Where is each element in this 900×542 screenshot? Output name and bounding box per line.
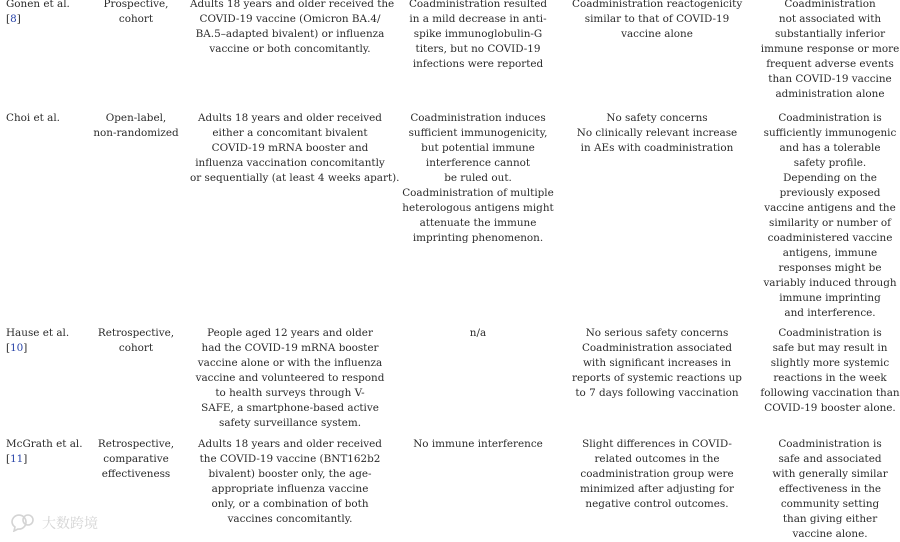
design-cell — [90, 326, 182, 356]
cell-line: Depending on the — [783, 172, 877, 184]
cell-line: COVID-19 mRNA booster and — [211, 142, 369, 154]
cell-line: to 7 days following vaccination — [575, 387, 739, 399]
cell-line: safety profile. — [793, 157, 867, 169]
cell-line: Prospective, — [103, 0, 169, 10]
cell-line: n/a — [469, 327, 487, 339]
cell-line: COVID-19 booster alone. — [764, 402, 896, 414]
population-cell — [190, 326, 390, 431]
cell-line: No safety concerns — [606, 112, 708, 124]
watermark-text: 大数跨境 — [42, 515, 98, 532]
cell-line: frequent adverse events — [766, 58, 894, 70]
cell-line: imprinting phenomenon. — [412, 232, 544, 244]
population-cell — [190, 437, 390, 527]
citation-line: [8] — [6, 13, 21, 25]
cell-line: than COVID-19 vaccine — [768, 73, 892, 85]
watermark-logo-icon — [8, 512, 38, 536]
cell-line: safe but may result in — [772, 342, 888, 354]
cell-line: or sequentially (at least 4 weeks apart). — [190, 172, 400, 184]
cell-line: appropriate influenza vaccine — [211, 483, 369, 495]
cell-line: Coadministration reactogenicity — [572, 0, 743, 10]
cell-line: only, or a combination of both — [211, 498, 369, 510]
cell-line: Adults 18 years and older received the — [190, 0, 395, 10]
design-cell — [90, 0, 182, 27]
cell-line: Retrospective, — [97, 327, 175, 339]
cell-line: vaccine and volunteered to respond — [195, 372, 385, 384]
cell-line: cohort — [118, 13, 154, 25]
cell-line: coadministration group were — [580, 468, 734, 480]
cell-line: People aged 12 years and older — [207, 327, 373, 339]
cell-line: and interference. — [784, 307, 876, 319]
cell-line: Choi et al. — [6, 112, 60, 124]
cell-line: Slight differences in COVID- — [582, 438, 732, 450]
conclusion-cell — [760, 437, 900, 542]
cell-line: Gonen et al. — [6, 0, 70, 10]
cell-line: effectiveness — [101, 468, 171, 480]
cell-line: Coadministration resulted — [408, 0, 548, 10]
safety-cell — [572, 326, 742, 401]
cell-line: interference cannot — [425, 157, 531, 169]
cell-line: Coadministration — [784, 0, 876, 10]
citation-link[interactable]: 10 — [10, 342, 24, 354]
cell-line: McGrath et al. — [6, 438, 83, 450]
cell-line: coadministered vaccine — [767, 232, 893, 244]
cell-line: reactions in the week — [773, 372, 887, 384]
citation-link[interactable]: 8 — [10, 13, 17, 25]
cell-line: spike immunoglobulin-G — [413, 28, 543, 40]
cell-line: Adults 18 years and older received — [198, 112, 382, 124]
cell-line: No immune interference — [413, 438, 543, 450]
cell-line: titers, but no COVID-19 — [415, 43, 541, 55]
cell-line: Open-label, — [105, 112, 167, 124]
cell-line: not associated with — [778, 13, 882, 25]
cell-line: reports of systemic reactions up — [572, 372, 742, 384]
cell-line: SAFE, a smartphone-based active — [201, 402, 379, 414]
cell-line: to health surveys through V- — [215, 387, 365, 399]
cell-line: with generally similar — [772, 468, 888, 480]
cell-line: COVID-19 vaccine (Omicron BA.4/ — [199, 13, 381, 25]
safety-cell — [572, 111, 742, 156]
citation-line: [11] — [6, 453, 28, 465]
cell-line: in a mild decrease in anti- — [409, 13, 547, 25]
cell-line: Hause et al. — [6, 327, 70, 339]
design-cell — [90, 111, 182, 141]
cell-line: in AEs with coadministration — [580, 142, 734, 154]
cell-line: sufficient immunogenicity, — [408, 127, 548, 139]
cell-line: No serious safety concerns — [585, 327, 729, 339]
cell-line: Coadministration associated — [581, 342, 733, 354]
cell-line: be ruled out. — [444, 172, 512, 184]
cell-line: sufficiently immunogenic — [763, 127, 897, 139]
cell-line: comparative — [103, 453, 169, 465]
cell-line: vaccines concomitantly. — [227, 513, 353, 525]
cell-line: variably induced through — [763, 277, 897, 289]
cell-line: bivalent) booster only, the age- — [208, 468, 372, 480]
citation-line: [10] — [6, 342, 28, 354]
immunogenicity-cell — [402, 326, 554, 341]
cell-line: the COVID-19 vaccine (BNT162b2 — [199, 453, 381, 465]
study-cell — [6, 437, 88, 467]
cell-line: responses might be — [778, 262, 882, 274]
cell-line: but potential immune — [421, 142, 535, 154]
cell-line: vaccine antigens and the — [764, 202, 896, 214]
conclusion-cell — [760, 326, 900, 416]
cell-line: safe and associated — [778, 453, 882, 465]
cell-line: administration alone — [775, 88, 885, 100]
cell-line: influenza vaccination concomitantly — [195, 157, 385, 169]
cell-line: Retrospective, — [97, 438, 175, 450]
cell-line: similar to that of COVID-19 — [584, 13, 730, 25]
cell-line: vaccine alone — [621, 28, 693, 40]
cell-line: antigens, immune — [782, 247, 878, 259]
cell-line: Coadministration induces — [410, 112, 546, 124]
cell-line: Coadministration is — [778, 438, 882, 450]
cell-line: safety surveillance system. — [218, 417, 362, 429]
population-cell — [190, 111, 400, 186]
cell-line: immune imprinting — [779, 292, 881, 304]
cell-line: similarity or number of — [769, 217, 891, 229]
cell-line: negative control outcomes. — [585, 498, 729, 510]
immunogenicity-cell — [402, 0, 554, 72]
conclusion-cell — [760, 111, 900, 321]
cell-line: community setting — [780, 498, 880, 510]
cell-line: non-randomized — [93, 127, 179, 139]
cell-line: had the COVID-19 mRNA booster — [201, 342, 379, 354]
conclusion-cell — [760, 0, 900, 102]
cell-line: infections were reported — [412, 58, 544, 70]
study-cell — [6, 0, 88, 27]
study-cell — [6, 326, 88, 356]
safety-cell — [572, 0, 742, 42]
cell-line: with significant increases in — [582, 357, 732, 369]
cell-line: Coadministration is — [778, 112, 882, 124]
cell-line: previously exposed — [779, 187, 881, 199]
population-cell — [190, 0, 395, 57]
immunogenicity-cell — [402, 437, 554, 452]
safety-cell — [572, 437, 742, 512]
cell-line: than giving either — [782, 513, 878, 525]
cell-line: cohort — [118, 342, 154, 354]
cell-line: vaccine or both concomitantly. — [209, 43, 371, 55]
cell-line: and has a tolerable — [779, 142, 881, 154]
cell-line: attenuate the immune — [419, 217, 537, 229]
watermark — [8, 512, 98, 536]
cell-line: following vaccination than — [760, 387, 900, 399]
cell-line: substantially inferior — [774, 28, 886, 40]
cell-line: vaccine alone. — [792, 528, 868, 540]
design-cell — [90, 437, 182, 482]
cell-line: effectiveness in the — [778, 483, 882, 495]
cell-line: minimized after adjusting for — [580, 483, 734, 495]
cell-line: Adults 18 years and older received — [198, 438, 382, 450]
cell-line: No clinically relevant increase — [576, 127, 738, 139]
cell-line: BA.5–adapted bivalent) or influenza — [195, 28, 385, 40]
immunogenicity-cell — [402, 111, 554, 246]
cell-line: immune response or more — [760, 43, 900, 55]
citation-link[interactable]: 11 — [10, 453, 24, 465]
cell-line: Coadministration is — [778, 327, 882, 339]
cell-line: Coadministration of multiple — [402, 187, 554, 199]
cell-line: either a concomitant bivalent — [212, 127, 368, 139]
cell-line: heterologous antigens might — [402, 202, 554, 214]
cell-line: slightly more systemic — [770, 357, 890, 369]
cell-line: vaccine alone or with the influenza — [197, 357, 383, 369]
study-cell — [6, 111, 88, 126]
cell-line: related outcomes in the — [594, 453, 720, 465]
